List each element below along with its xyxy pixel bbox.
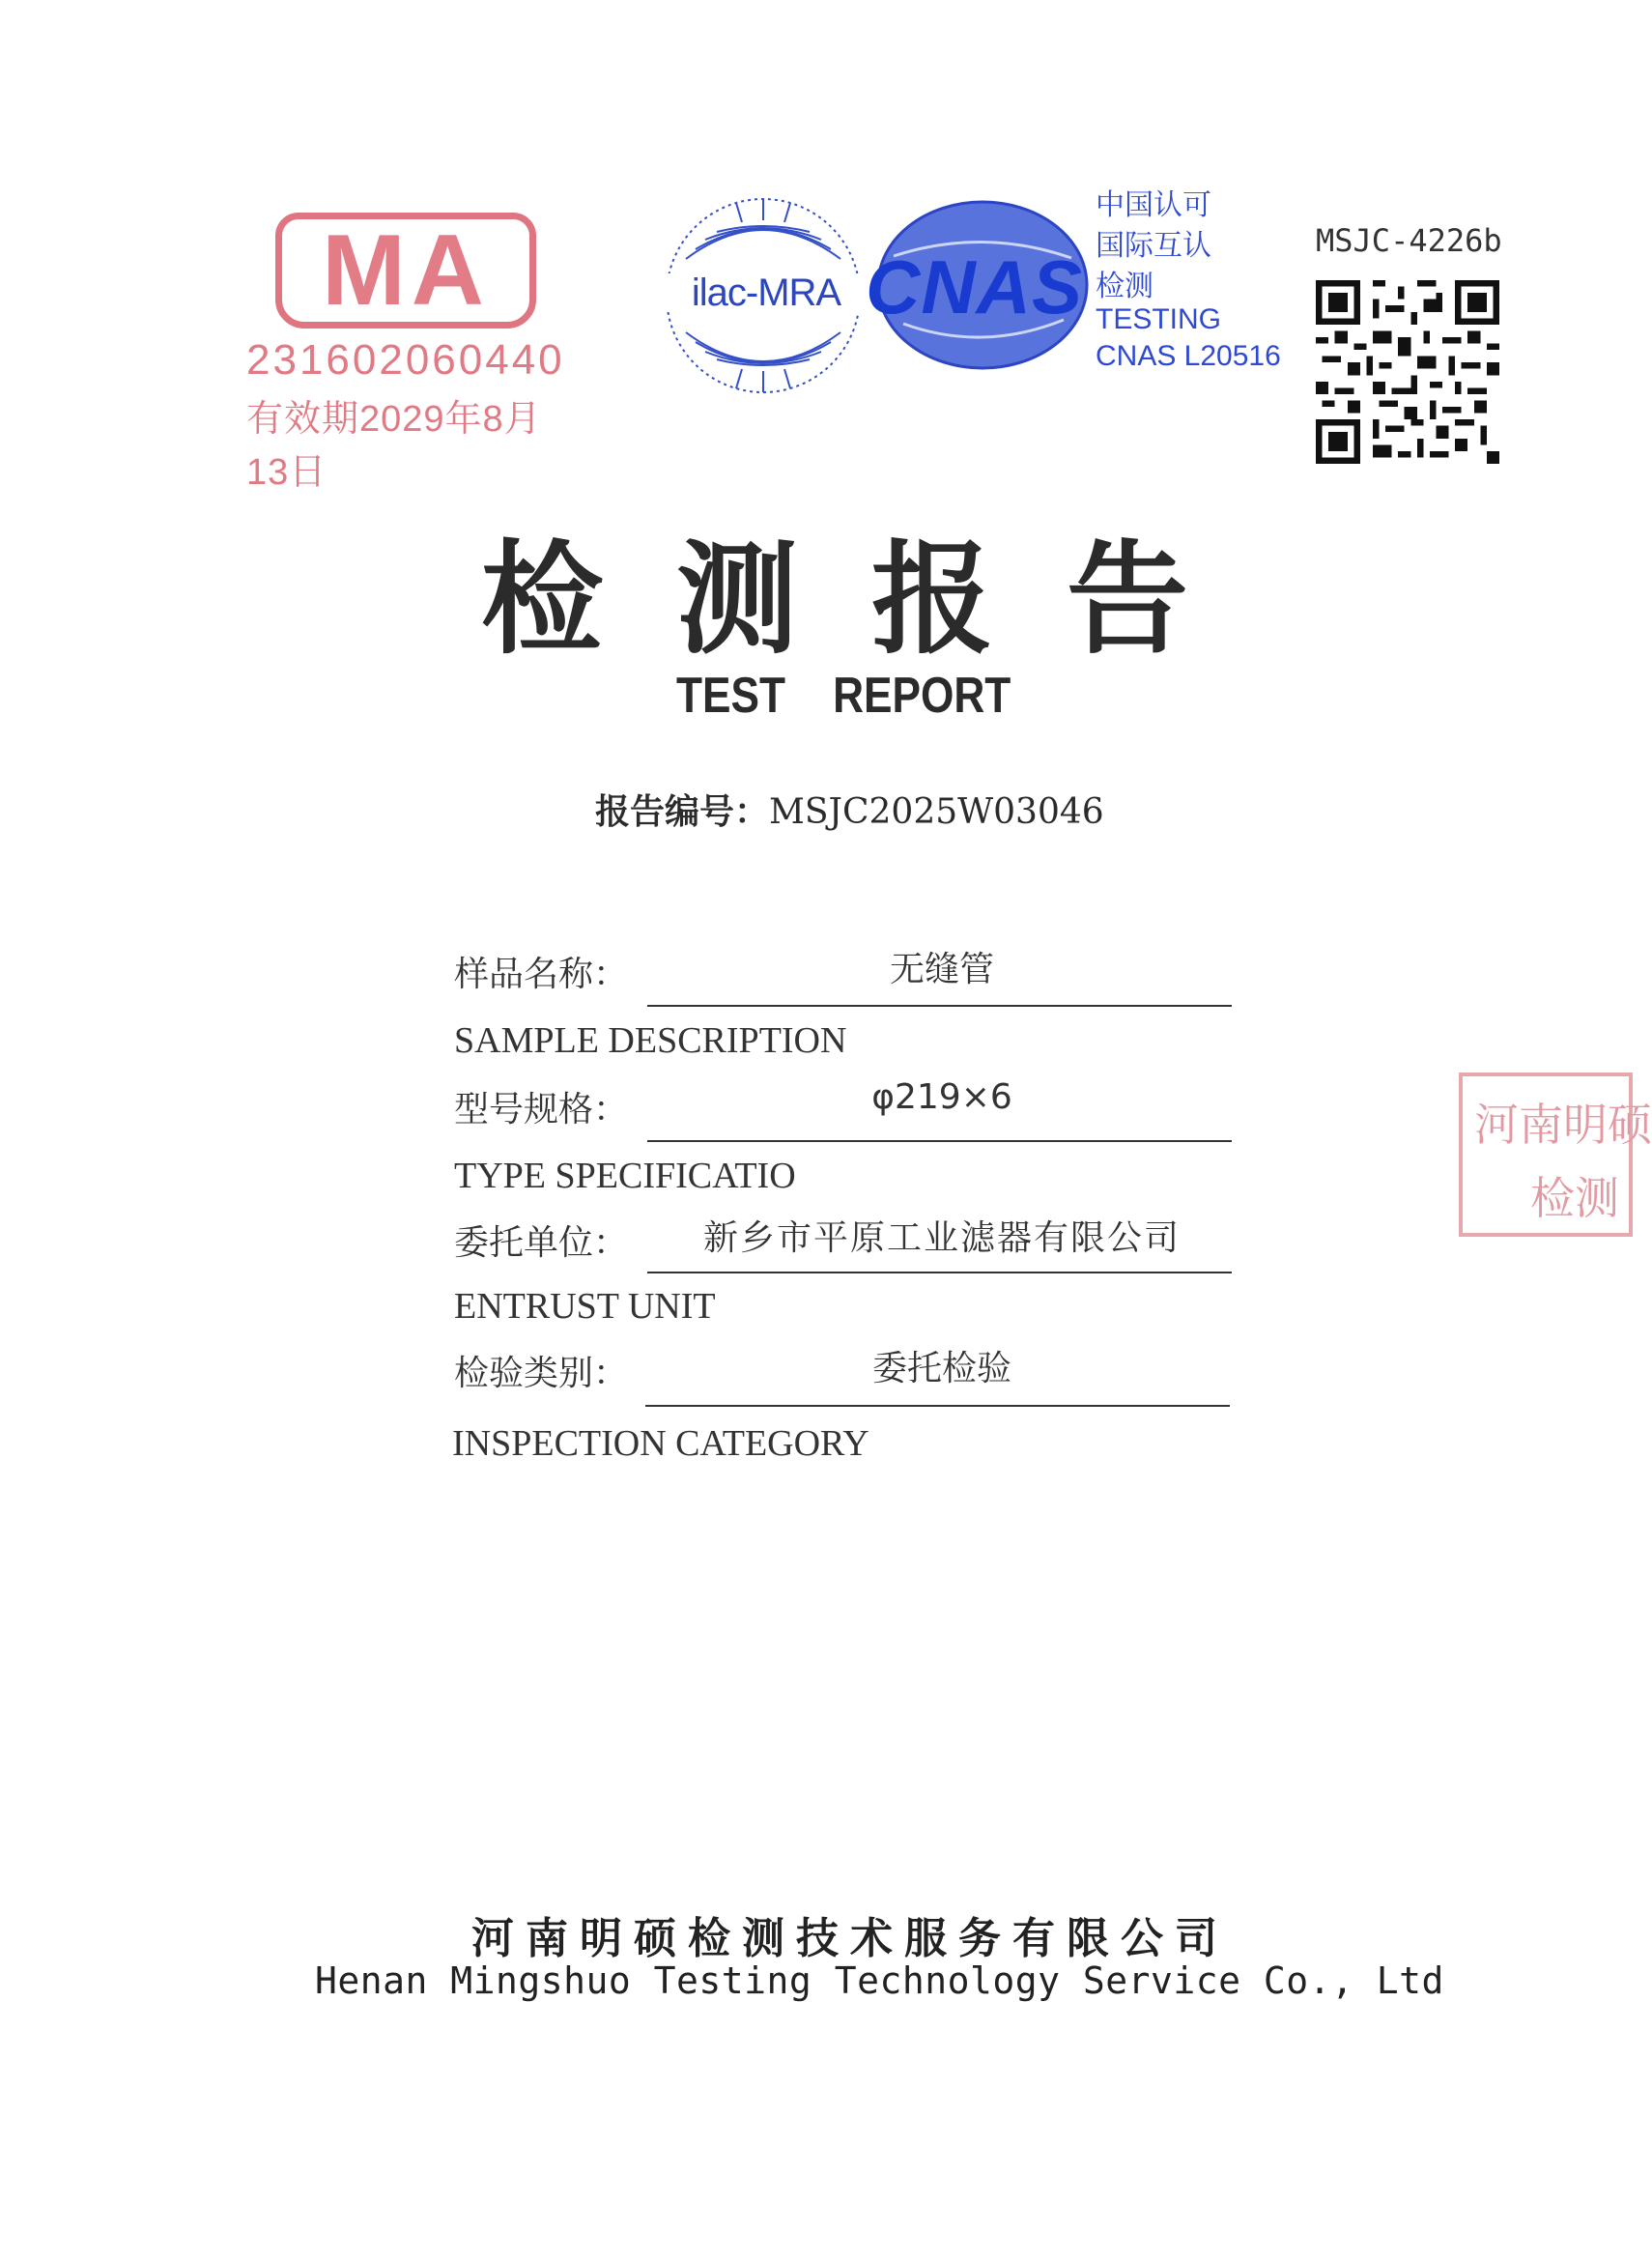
type-specification-label-en: TYPE SPECIFICATIO: [454, 1156, 796, 1196]
company-name-cn: 河南明硕检测技术服务有限公司: [471, 1914, 1229, 1963]
inspection-category-underline: [645, 1405, 1230, 1407]
cnas-cn-line: 检测: [1096, 270, 1154, 303]
type-spec-underline: [647, 1140, 1232, 1142]
report-number-label: 报告编号：: [595, 792, 770, 832]
report-number: [595, 785, 1104, 834]
company-seal-partial: [1459, 1072, 1652, 1237]
report-number-value: MSJC2025W03046: [769, 792, 1104, 832]
report-title-cn: 检测报告: [481, 529, 1262, 671]
entrust-unit-value: 新乡市平原工业滤器有限公司: [702, 1218, 1181, 1258]
cnas-english-text: [1096, 301, 1281, 375]
cnas-en-line: CNAS L20516: [1096, 340, 1281, 372]
type-spec-label: 型号规格：: [454, 1090, 629, 1130]
ma-stamp-letters: MA: [322, 214, 490, 327]
entrust-unit-label-en: ENTRUST UNIT: [454, 1286, 716, 1327]
cnas-en-line: TESTING: [1096, 303, 1222, 335]
seal-text-line2: 检测: [1530, 1172, 1619, 1224]
qr-code-icon: [1316, 280, 1499, 464]
sample-name-value: 无缝管: [889, 950, 994, 989]
entrust-unit-underline: [647, 1272, 1232, 1273]
form-number: MSJC-4226b: [1316, 222, 1502, 259]
ma-stamp-validity: 有效期2029年8月13日: [246, 399, 542, 493]
sample-name-label: 样品名称：: [454, 955, 629, 994]
cnas-cn-line: 国际互认: [1096, 229, 1211, 263]
sample-description-label-en: SAMPLE DESCRIPTION: [454, 1020, 847, 1061]
ilac-mra-text: ilac-MRA: [665, 273, 868, 312]
seal-text-line1: 河南明硕: [1474, 1099, 1652, 1151]
cnas-wordmark: CNAS: [866, 244, 1084, 329]
entrust-unit-label: 委托单位：: [454, 1223, 629, 1263]
ma-stamp-code: 231602060440: [246, 336, 565, 384]
inspection-category-value: 委托检验: [871, 1349, 1011, 1388]
inspection-category-label-en: INSPECTION CATEGORY: [452, 1423, 869, 1464]
ma-certification-stamp: [246, 203, 575, 493]
sample-name-underline: [647, 1005, 1232, 1007]
company-name-en: Henan Mingshuo Testing Technology Service Co., Ltd: [315, 1959, 1444, 2002]
inspection-category-label: 检验类别：: [454, 1354, 629, 1393]
type-spec-value: φ219×6: [871, 1077, 1012, 1117]
report-title-en: TEST REPORT: [676, 668, 1011, 724]
cnas-chinese-text: [1096, 186, 1211, 307]
cnas-cn-line: 中国认可: [1096, 188, 1211, 222]
